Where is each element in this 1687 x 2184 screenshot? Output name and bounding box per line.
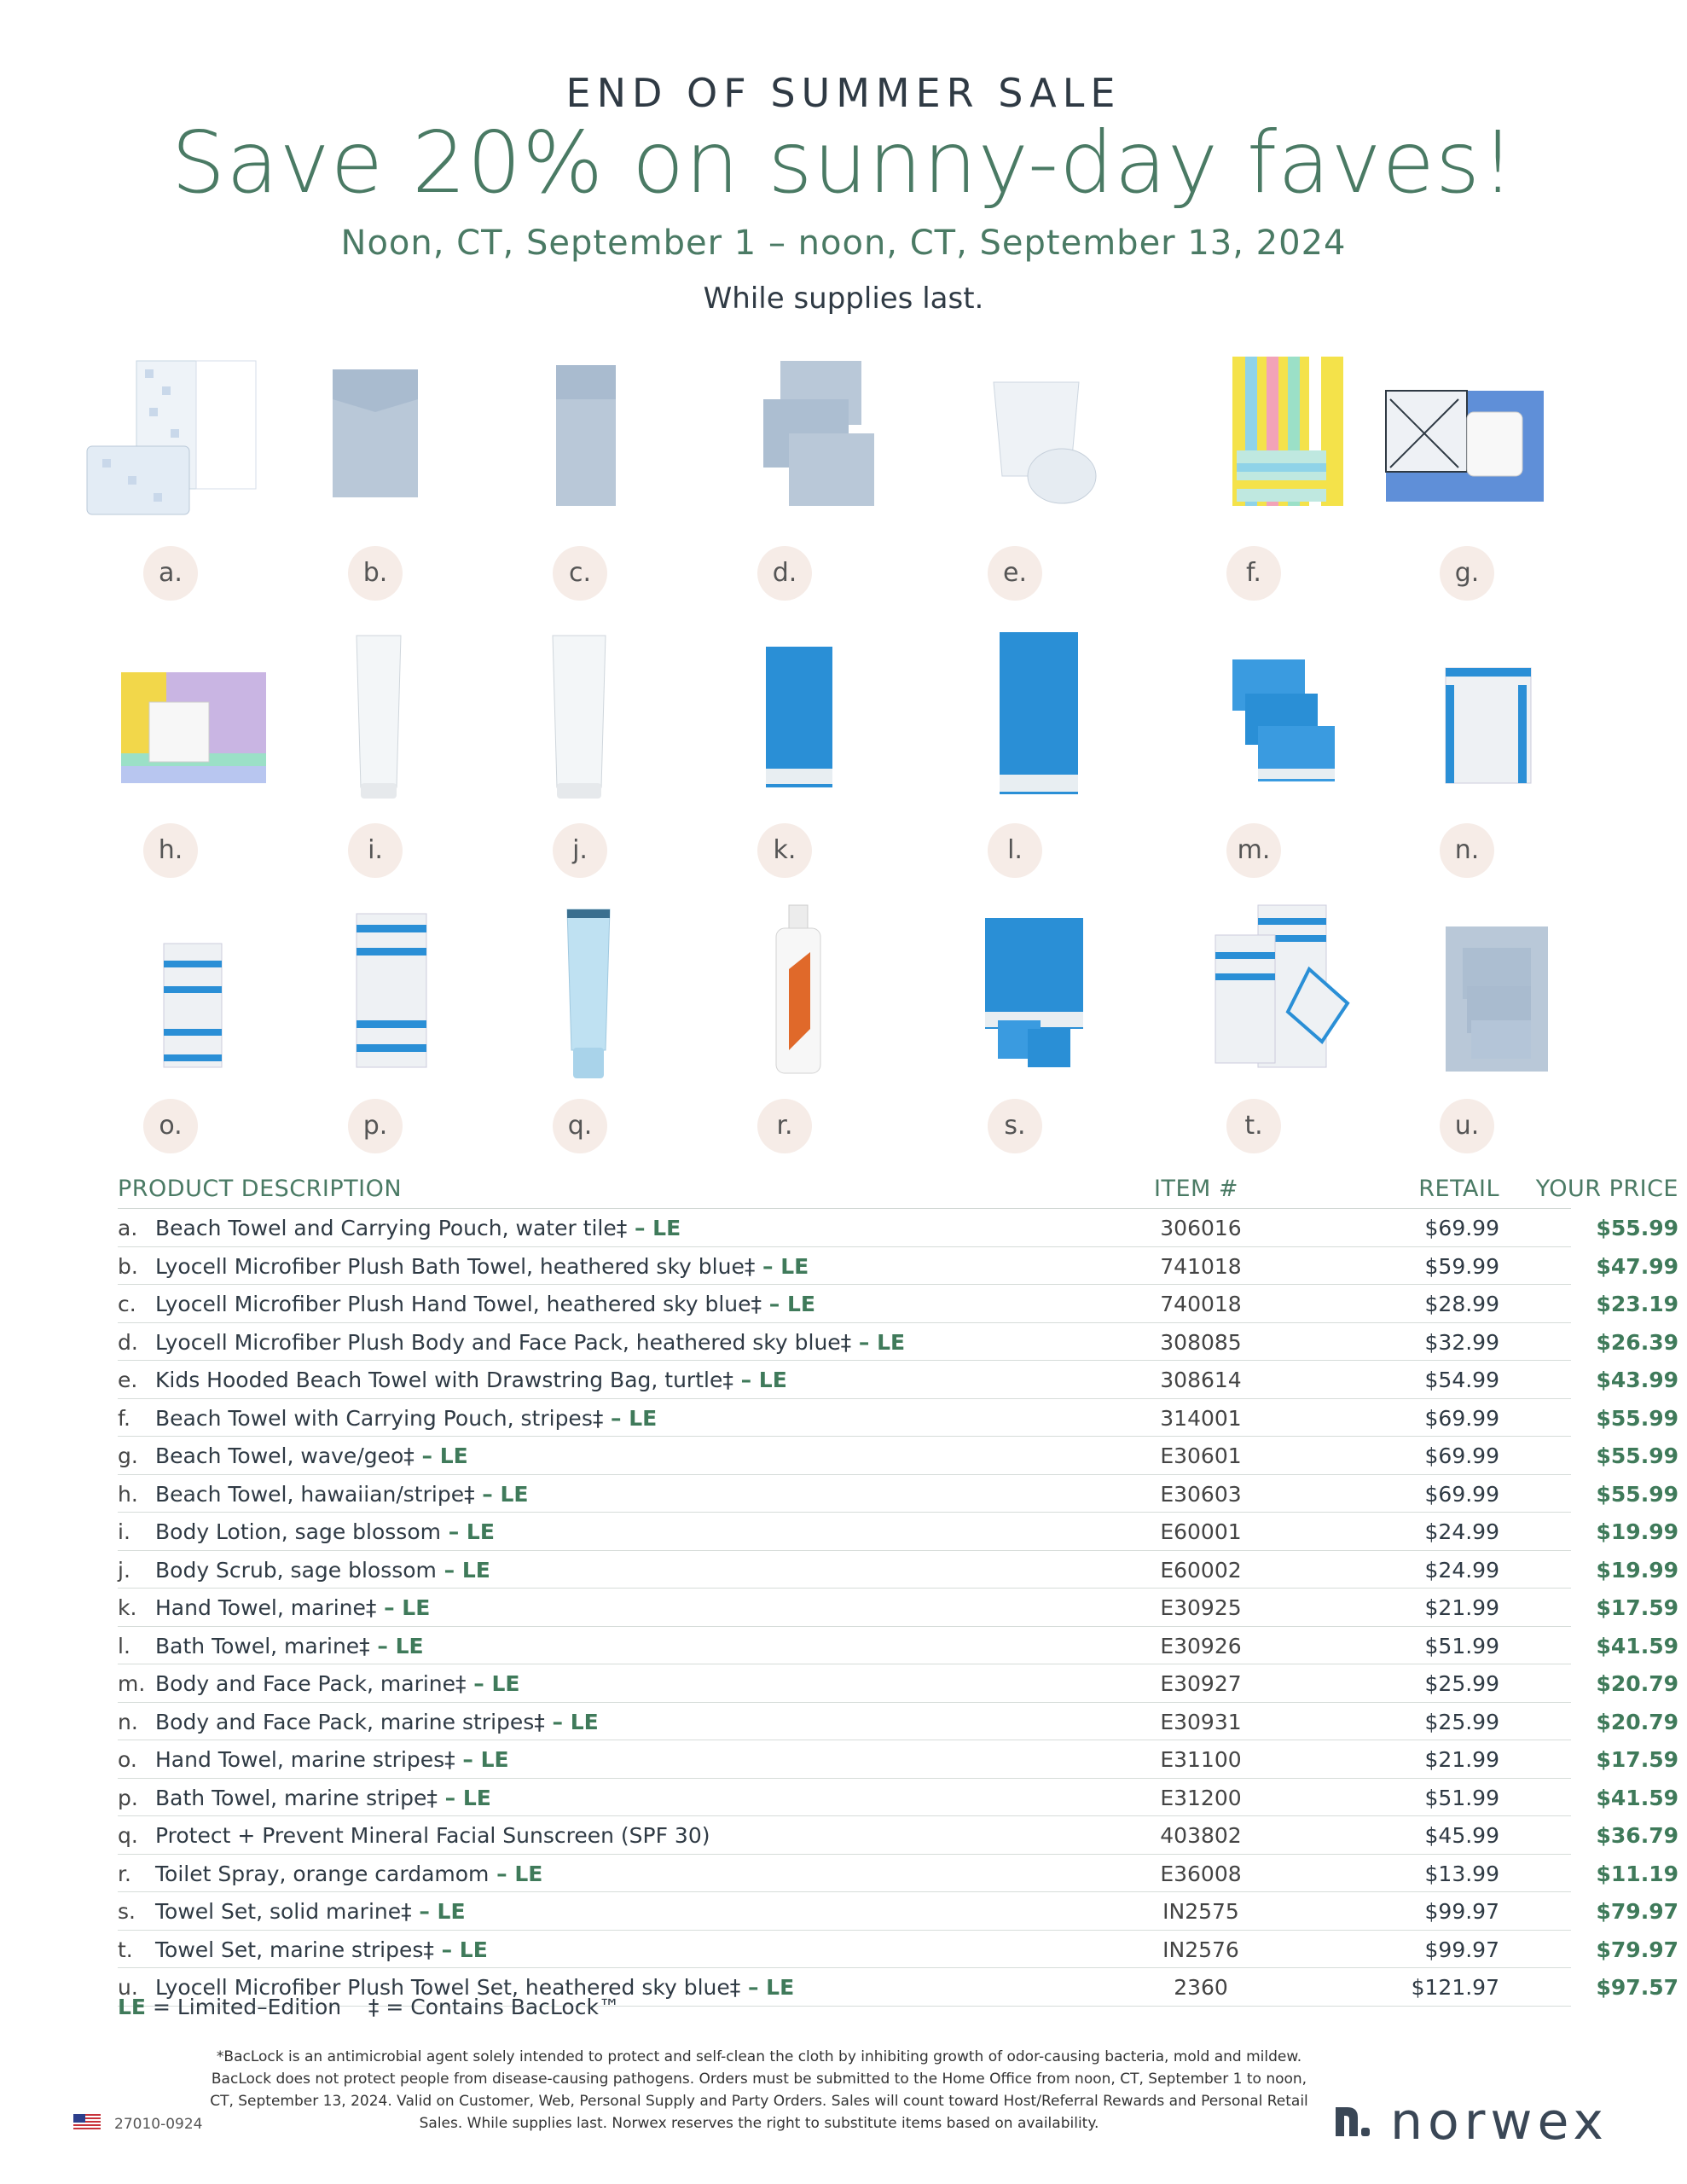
row-your-price: $26.39 bbox=[1596, 1329, 1678, 1355]
product-card-h[interactable] bbox=[68, 625, 273, 881]
row-your-price: $55.99 bbox=[1596, 1481, 1678, 1507]
product-letter-badge: j. bbox=[553, 823, 607, 878]
table-row bbox=[118, 1475, 1678, 1513]
row-retail-price: $28.99 bbox=[1424, 1292, 1499, 1316]
limited-edition-tag: – LE bbox=[437, 1785, 491, 1810]
table-row bbox=[118, 1247, 1678, 1286]
product-card-a[interactable] bbox=[68, 348, 273, 604]
table-row bbox=[118, 1664, 1678, 1703]
table-row bbox=[118, 1627, 1678, 1665]
row-retail-price: $45.99 bbox=[1424, 1823, 1499, 1848]
marine-hand-towel-image bbox=[682, 625, 887, 813]
table-row bbox=[118, 1931, 1678, 1969]
product-letter-badge: s. bbox=[988, 1099, 1042, 1153]
product-card-d[interactable] bbox=[682, 348, 887, 604]
header-description: PRODUCT DESCRIPTION bbox=[118, 1176, 403, 1202]
marine-stripes-hand-towel-image bbox=[68, 901, 273, 1089]
row-your-price: $19.99 bbox=[1596, 1557, 1678, 1583]
body-scrub-image bbox=[478, 625, 682, 813]
norwex-wordmark: norwex bbox=[1390, 2092, 1609, 2152]
product-card-t[interactable] bbox=[1151, 901, 1356, 1157]
row-retail-price: $24.99 bbox=[1424, 1557, 1499, 1583]
row-letter: k. bbox=[118, 1595, 137, 1620]
row-your-price: $20.79 bbox=[1596, 1671, 1678, 1696]
row-letter: d. bbox=[118, 1329, 138, 1355]
product-letter-badge: a. bbox=[143, 546, 198, 601]
row-description bbox=[155, 1634, 424, 1658]
row-description bbox=[155, 1443, 468, 1468]
bath-towel-image bbox=[273, 348, 478, 536]
table-row bbox=[118, 1892, 1678, 1931]
row-item-number: E30603 bbox=[1160, 1481, 1242, 1507]
footnote: *BacLock is an antimicrobial agent solely intended to protect and self-clean the cloth by inhibiting growth of odor-causing bacteria, mold and mildew. BacLock does not protect people from disease-causing pathogens. Orders must be submitted to the Home Office from noon, CT, September 1 to noon, CT, September 13, 2024. Valid on Customer, Web, Personal Supply and Party Orders. Sales will count toward Host/Referral Rewards and Personal Retail Sales. While supplies last. Norwex reserves the right to substitute items based on availability. bbox=[210, 2048, 1308, 2132]
row-description bbox=[155, 1747, 509, 1772]
row-item-number: E30926 bbox=[1160, 1633, 1242, 1658]
row-description bbox=[155, 1292, 815, 1316]
limited-edition-tag: – LE bbox=[455, 1747, 509, 1772]
row-description-text: Body and Face Pack, marine‡ bbox=[155, 1671, 467, 1696]
product-card-q[interactable] bbox=[478, 901, 682, 1157]
product-card-c[interactable] bbox=[478, 348, 682, 604]
row-description-text: Towel Set, marine stripes‡ bbox=[155, 1937, 434, 1962]
limited-edition-tag: – LE bbox=[489, 1861, 543, 1886]
table-row bbox=[118, 1323, 1678, 1362]
product-card-j[interactable] bbox=[478, 625, 682, 881]
marine-stripes-pack-image bbox=[1365, 625, 1569, 813]
body-face-pack-image bbox=[682, 348, 887, 536]
product-card-m[interactable] bbox=[1151, 625, 1356, 881]
product-letter-badge: k. bbox=[757, 823, 812, 878]
row-item-number: IN2575 bbox=[1162, 1899, 1239, 1924]
row-letter: m. bbox=[118, 1671, 146, 1696]
row-letter: p. bbox=[118, 1785, 138, 1810]
row-item-number: E60001 bbox=[1160, 1519, 1242, 1544]
row-retail-price: $21.99 bbox=[1424, 1747, 1499, 1772]
hand-towel-image bbox=[478, 348, 682, 536]
row-your-price: $23.19 bbox=[1596, 1292, 1678, 1316]
row-letter: g. bbox=[118, 1443, 138, 1468]
row-your-price: $55.99 bbox=[1596, 1443, 1678, 1468]
row-letter: s. bbox=[118, 1899, 136, 1924]
product-card-g[interactable] bbox=[1365, 348, 1569, 604]
row-description bbox=[155, 1671, 519, 1696]
row-your-price: $17.59 bbox=[1596, 1595, 1678, 1620]
row-your-price: $19.99 bbox=[1596, 1519, 1678, 1544]
row-letter: c. bbox=[118, 1292, 136, 1316]
row-description bbox=[155, 1786, 491, 1810]
limited-edition-tag: – LE bbox=[414, 1443, 468, 1468]
product-letter-badge: m. bbox=[1226, 823, 1281, 878]
row-description-text: Beach Towel with Carrying Pouch, stripes‡ bbox=[155, 1405, 604, 1431]
product-letter-badge: p. bbox=[348, 1099, 403, 1153]
table-row bbox=[118, 1513, 1678, 1551]
document-code: 27010-0924 bbox=[114, 2116, 203, 2133]
row-your-price: $43.99 bbox=[1596, 1368, 1678, 1392]
product-card-n[interactable] bbox=[1365, 625, 1569, 881]
product-letter-badge: r. bbox=[757, 1099, 812, 1153]
product-card-l[interactable] bbox=[913, 625, 1117, 881]
product-letter-badge: t. bbox=[1226, 1099, 1281, 1153]
legend bbox=[118, 1995, 620, 2019]
row-retail-price: $59.99 bbox=[1424, 1253, 1499, 1279]
table-row bbox=[118, 1589, 1678, 1627]
row-item-number: 314001 bbox=[1160, 1405, 1242, 1431]
table-row bbox=[118, 1779, 1678, 1817]
row-retail-price: $25.99 bbox=[1424, 1671, 1499, 1696]
product-card-f[interactable] bbox=[1151, 348, 1356, 604]
table-header bbox=[118, 1170, 1678, 1209]
table-row bbox=[118, 1551, 1678, 1589]
supply-note: While supplies last. bbox=[703, 282, 984, 316]
product-letter-badge: g. bbox=[1440, 546, 1494, 601]
row-description-text: Hand Towel, marine‡ bbox=[155, 1595, 377, 1620]
row-description bbox=[155, 1899, 466, 1924]
product-gallery bbox=[68, 348, 1620, 1165]
striped-beach-towel-image bbox=[1151, 348, 1356, 536]
marine-body-face-pack-image bbox=[1151, 625, 1356, 813]
row-description-text: Toilet Spray, orange cardamom bbox=[155, 1861, 490, 1886]
header-retail: RETAIL bbox=[1418, 1176, 1499, 1202]
row-item-number: 403802 bbox=[1160, 1823, 1242, 1848]
marine-stripe-bath-towel-image bbox=[273, 901, 478, 1089]
row-your-price: $55.99 bbox=[1596, 1405, 1678, 1431]
sale-eyebrow: END OF SUMMER SALE bbox=[565, 70, 1122, 116]
table-row bbox=[118, 1855, 1678, 1893]
table-row bbox=[118, 1285, 1678, 1323]
row-letter: u. bbox=[118, 1975, 138, 2000]
product-card-s[interactable] bbox=[913, 901, 1117, 1157]
product-card-o[interactable] bbox=[68, 901, 273, 1157]
row-item-number: IN2576 bbox=[1162, 1937, 1239, 1962]
toilet-spray-image bbox=[682, 901, 887, 1089]
row-description-text: Towel Set, solid marine‡ bbox=[155, 1899, 412, 1924]
row-description-text: Bath Towel, marine stripe‡ bbox=[155, 1785, 438, 1810]
row-your-price: $55.99 bbox=[1596, 1216, 1678, 1240]
row-your-price: $97.57 bbox=[1596, 1975, 1678, 2000]
row-item-number: E36008 bbox=[1160, 1861, 1242, 1886]
marine-bath-towel-image bbox=[913, 625, 1117, 813]
row-description bbox=[155, 1368, 787, 1392]
product-letter-badge: n. bbox=[1440, 823, 1494, 878]
row-description-text: Lyocell Microfiber Plush Bath Towel, heathered sky blue‡ bbox=[155, 1253, 756, 1279]
product-card-e[interactable] bbox=[913, 348, 1117, 604]
header-item: ITEM # bbox=[1154, 1176, 1239, 1202]
row-letter: i. bbox=[118, 1519, 130, 1544]
row-retail-price: $51.99 bbox=[1424, 1633, 1499, 1658]
row-letter: b. bbox=[118, 1253, 138, 1279]
hawaiian-beach-towel-image bbox=[68, 625, 273, 813]
header-your-price: YOUR PRICE bbox=[1535, 1176, 1678, 1202]
row-letter: e. bbox=[118, 1368, 138, 1392]
row-description-text: Lyocell Microfiber Plush Body and Face Pack, heathered sky blue‡ bbox=[155, 1329, 852, 1355]
row-item-number: E60002 bbox=[1160, 1557, 1242, 1583]
row-letter: n. bbox=[118, 1709, 138, 1734]
row-item-number: 308614 bbox=[1160, 1368, 1242, 1392]
row-retail-price: $69.99 bbox=[1424, 1405, 1499, 1431]
row-retail-price: $99.97 bbox=[1424, 1937, 1499, 1962]
row-item-number: 740018 bbox=[1160, 1292, 1242, 1316]
table-row bbox=[118, 1703, 1678, 1741]
table-row bbox=[118, 1361, 1678, 1399]
row-item-number: E31100 bbox=[1160, 1747, 1242, 1772]
limited-edition-tag: – LE bbox=[603, 1405, 658, 1431]
row-description-text: Lyocell Microfiber Plush Towel Set, heathered sky blue‡ bbox=[155, 1975, 741, 2000]
norwex-logo bbox=[1332, 2092, 1622, 2152]
row-description-text: Hand Towel, marine stripes‡ bbox=[155, 1747, 455, 1772]
row-letter: r. bbox=[118, 1861, 131, 1886]
row-retail-price: $32.99 bbox=[1424, 1329, 1499, 1355]
product-letter-badge: i. bbox=[348, 823, 403, 878]
row-your-price: $11.19 bbox=[1596, 1861, 1678, 1886]
row-description-text: Lyocell Microfiber Plush Hand Towel, heathered sky blue‡ bbox=[155, 1292, 762, 1316]
row-description bbox=[155, 1519, 495, 1544]
row-retail-price: $69.99 bbox=[1424, 1216, 1499, 1240]
row-description-text: Bath Towel, marine‡ bbox=[155, 1633, 370, 1658]
table-row bbox=[118, 1437, 1678, 1475]
us-flag-icon bbox=[73, 2114, 101, 2131]
row-item-number: 308085 bbox=[1160, 1329, 1242, 1355]
body-lotion-image bbox=[273, 625, 478, 813]
row-description bbox=[155, 1823, 710, 1848]
table-row bbox=[118, 1209, 1678, 1247]
row-description-text: Kids Hooded Beach Towel with Drawstring Bag, turtle‡ bbox=[155, 1368, 733, 1392]
row-your-price: $41.59 bbox=[1596, 1633, 1678, 1658]
row-your-price: $20.79 bbox=[1596, 1709, 1678, 1734]
product-letter-badge: l. bbox=[988, 823, 1042, 878]
row-description bbox=[155, 1710, 599, 1734]
product-letter-badge: u. bbox=[1440, 1099, 1494, 1153]
row-item-number: E30925 bbox=[1160, 1595, 1242, 1620]
table-row bbox=[118, 1740, 1678, 1779]
row-description-text: Body and Face Pack, marine stripes‡ bbox=[155, 1709, 545, 1734]
hooded-towel-image bbox=[913, 348, 1117, 536]
limited-edition-tag: – LE bbox=[755, 1253, 809, 1279]
limited-edition-tag: – LE bbox=[411, 1899, 466, 1924]
row-letter: o. bbox=[118, 1747, 137, 1772]
row-letter: l. bbox=[118, 1633, 130, 1658]
row-description bbox=[155, 1330, 905, 1355]
beach-towel-pouch-image bbox=[68, 348, 273, 536]
product-letter-badge: h. bbox=[143, 823, 198, 878]
sale-dates: Noon, CT, September 1 – noon, CT, September 13, 2024 bbox=[340, 224, 1347, 263]
row-description bbox=[155, 1558, 490, 1583]
row-your-price: $41.59 bbox=[1596, 1785, 1678, 1810]
limited-edition-tag: – LE bbox=[740, 1975, 795, 2000]
row-letter: t. bbox=[118, 1937, 133, 1962]
limited-edition-tag: – LE bbox=[436, 1557, 490, 1583]
limited-edition-tag: – LE bbox=[376, 1595, 431, 1620]
row-description bbox=[155, 1216, 681, 1240]
product-letter-badge: d. bbox=[757, 546, 812, 601]
row-item-number: 306016 bbox=[1160, 1216, 1242, 1240]
limited-edition-tag: – LE bbox=[762, 1292, 815, 1316]
limited-edition-tag: – LE bbox=[466, 1671, 520, 1696]
row-retail-price: $24.99 bbox=[1424, 1519, 1499, 1544]
row-description bbox=[155, 1862, 542, 1886]
table-row bbox=[118, 1816, 1678, 1855]
row-retail-price: $21.99 bbox=[1424, 1595, 1499, 1620]
limited-edition-tag: – LE bbox=[733, 1368, 787, 1392]
row-item-number: E30927 bbox=[1160, 1671, 1242, 1696]
row-description bbox=[155, 1254, 809, 1279]
product-letter-badge: e. bbox=[988, 546, 1042, 601]
limited-edition-tag: – LE bbox=[627, 1216, 681, 1240]
sky-blue-towel-set-image bbox=[1365, 901, 1569, 1089]
row-letter: j. bbox=[118, 1557, 130, 1583]
row-description bbox=[155, 1595, 430, 1620]
row-item-number: 2360 bbox=[1174, 1975, 1228, 2000]
marine-stripes-towel-set-image bbox=[1151, 901, 1356, 1089]
row-retail-price: $51.99 bbox=[1424, 1785, 1499, 1810]
legend-le: LE bbox=[118, 1995, 147, 2019]
limited-edition-tag: – LE bbox=[369, 1633, 424, 1658]
row-your-price: $79.97 bbox=[1596, 1899, 1678, 1924]
row-letter: f. bbox=[118, 1405, 130, 1431]
legend-baclock: ‡ = Contains BacLock™ bbox=[368, 1995, 620, 2019]
row-retail-price: $54.99 bbox=[1424, 1368, 1499, 1392]
sale-headline: Save 20% on sunny-day faves! bbox=[171, 113, 1516, 212]
product-letter-badge: b. bbox=[348, 546, 403, 601]
table-body bbox=[118, 1209, 1678, 2007]
row-description-text: Protect + Prevent Mineral Facial Sunscreen (SPF 30) bbox=[155, 1823, 710, 1848]
sunscreen-tube-image bbox=[478, 901, 682, 1089]
norwex-mark-icon bbox=[1332, 2104, 1375, 2140]
row-letter: h. bbox=[118, 1481, 138, 1507]
limited-edition-tag: – LE bbox=[544, 1709, 599, 1734]
limited-edition-tag: – LE bbox=[474, 1481, 529, 1507]
row-retail-price: $13.99 bbox=[1424, 1861, 1499, 1886]
row-retail-price: $69.99 bbox=[1424, 1481, 1499, 1507]
row-description bbox=[155, 1937, 488, 1962]
row-item-number: E31200 bbox=[1160, 1785, 1242, 1810]
row-your-price: $17.59 bbox=[1596, 1747, 1678, 1772]
row-your-price: $79.97 bbox=[1596, 1937, 1678, 1962]
marine-towel-set-image bbox=[913, 901, 1117, 1089]
price-table bbox=[118, 1170, 1678, 2007]
product-letter-badge: f. bbox=[1226, 546, 1281, 601]
product-card-p[interactable] bbox=[273, 901, 478, 1157]
product-letter-badge: c. bbox=[553, 546, 607, 601]
product-card-u[interactable] bbox=[1365, 901, 1569, 1157]
row-description bbox=[155, 1482, 529, 1507]
product-card-r[interactable] bbox=[682, 901, 887, 1157]
row-letter: a. bbox=[118, 1216, 138, 1240]
limited-edition-tag: – LE bbox=[433, 1937, 488, 1962]
table-row bbox=[118, 1399, 1678, 1438]
row-description bbox=[155, 1406, 657, 1431]
row-retail-price: $121.97 bbox=[1411, 1975, 1499, 2000]
geo-beach-towel-image bbox=[1365, 348, 1569, 536]
product-card-b[interactable] bbox=[273, 348, 478, 604]
row-your-price: $36.79 bbox=[1596, 1823, 1678, 1848]
row-description-text: Body Lotion, sage blossom bbox=[155, 1519, 441, 1544]
row-item-number: E30931 bbox=[1160, 1709, 1242, 1734]
product-letter-badge: o. bbox=[143, 1099, 198, 1153]
row-item-number: 741018 bbox=[1160, 1253, 1242, 1279]
row-retail-price: $99.97 bbox=[1424, 1899, 1499, 1924]
row-retail-price: $69.99 bbox=[1424, 1443, 1499, 1468]
product-card-i[interactable] bbox=[273, 625, 478, 881]
row-description-text: Beach Towel, wave/geo‡ bbox=[155, 1443, 415, 1468]
product-card-k[interactable] bbox=[682, 625, 887, 881]
row-letter: q. bbox=[118, 1823, 138, 1848]
row-description-text: Body Scrub, sage blossom bbox=[155, 1557, 437, 1583]
row-your-price: $47.99 bbox=[1596, 1253, 1678, 1279]
product-letter-badge: q. bbox=[553, 1099, 607, 1153]
row-description-text: Beach Towel, hawaiian/stripe‡ bbox=[155, 1481, 475, 1507]
legend-le-text: = Limited–Edition bbox=[146, 1995, 342, 2019]
row-description-text: Beach Towel and Carrying Pouch, water tile‡ bbox=[155, 1216, 628, 1240]
row-item-number: E30601 bbox=[1160, 1443, 1242, 1468]
row-retail-price: $25.99 bbox=[1424, 1709, 1499, 1734]
limited-edition-tag: – LE bbox=[440, 1519, 495, 1544]
limited-edition-tag: – LE bbox=[851, 1329, 906, 1355]
